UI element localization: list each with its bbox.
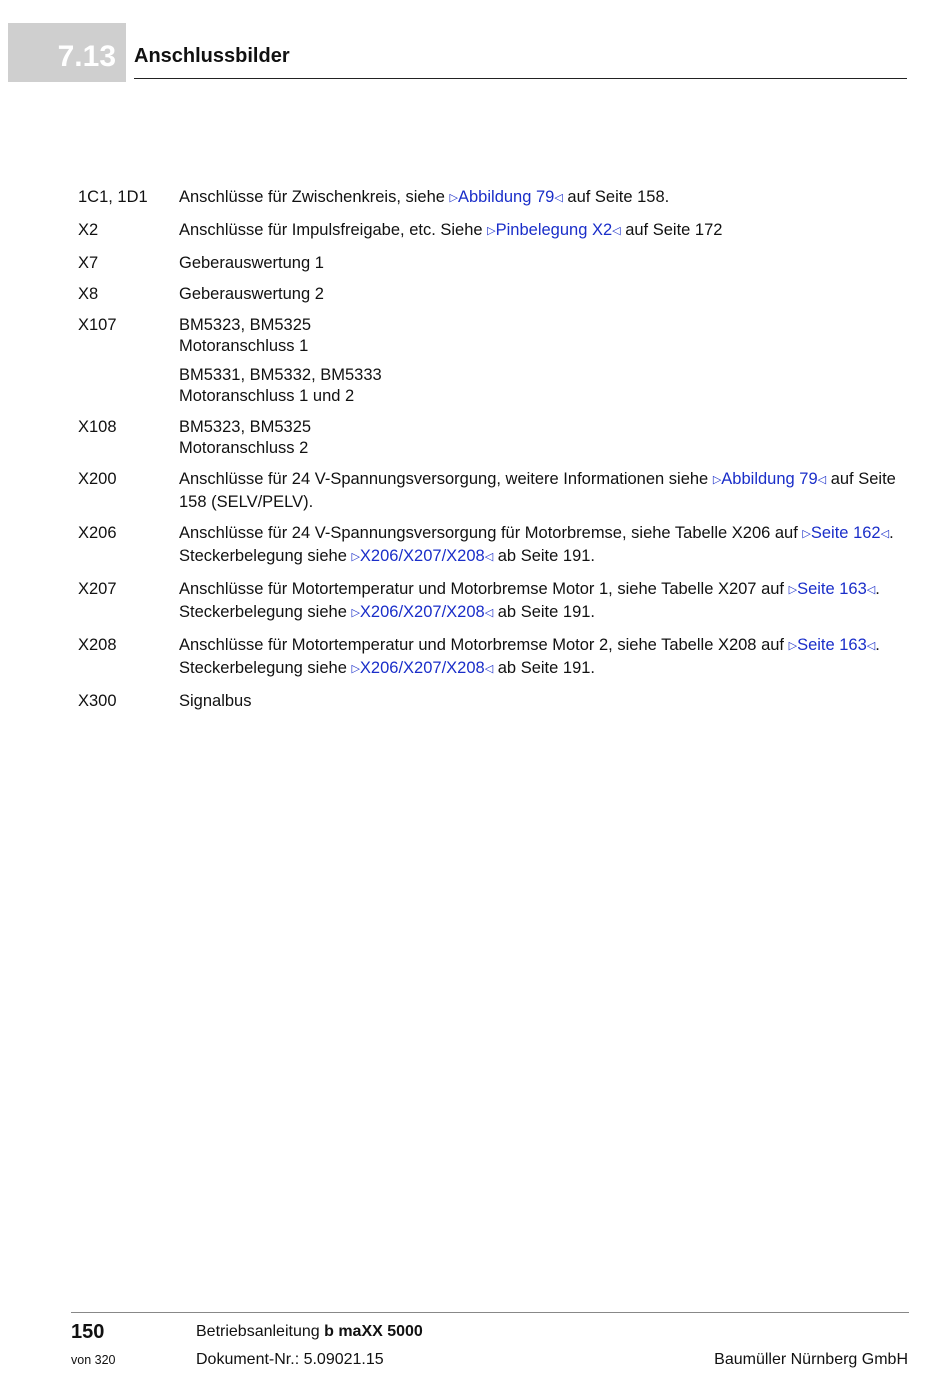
connection-description: [179, 469, 908, 513]
description-text: auf Seite 158.: [562, 188, 670, 206]
link-text: Seite 162: [810, 524, 881, 542]
connection-label: X107: [78, 316, 117, 334]
triangle-right-icon: ▷: [712, 474, 722, 486]
description-text: Anschlüsse für 24 V-Spannungsversorgung für Motorbremse, siehe Tabelle X206 auf: [179, 524, 803, 542]
link-text: X206/X207/X208: [359, 659, 485, 677]
connection-description: [179, 635, 908, 681]
description-text: Anschlüsse für Motortemperatur und Motorbremse Motor 1, siehe Tabelle X207 auf: [179, 580, 789, 598]
connection-entry: [78, 691, 908, 712]
connection-label: X207: [78, 580, 117, 598]
cross-reference-link[interactable]: [713, 470, 826, 488]
connection-entry: [78, 417, 908, 459]
cross-reference-link[interactable]: [351, 603, 493, 621]
triangle-right-icon: ▷: [449, 192, 458, 204]
description-text: Geberauswertung 1: [179, 254, 324, 272]
connection-label: [78, 365, 179, 407]
manual-title: [196, 1323, 423, 1341]
description-text: ab Seite 191.: [493, 659, 595, 677]
description-line: BM5323, BM5325: [179, 418, 312, 436]
connection-entry: [78, 635, 908, 681]
connection-entry: [78, 469, 908, 513]
link-text: Abbildung 79: [721, 470, 818, 488]
connection-description: [179, 220, 908, 243]
description-text: . Steckerbelegung siehe: [179, 580, 880, 621]
triangle-left-icon: ◁: [612, 225, 621, 237]
connection-entry: [78, 315, 908, 357]
cross-reference-link[interactable]: [351, 547, 493, 565]
cross-reference-link[interactable]: [789, 580, 876, 598]
triangle-left-icon: ◁: [484, 663, 494, 675]
connection-label: X8: [78, 285, 99, 303]
description-text: Anschlüsse für 24 V-Spannungsversorgung, weitere Informationen siehe: [179, 470, 713, 488]
description-line: BM5331, BM5332, BM5333: [179, 366, 382, 384]
cross-reference-link[interactable]: [487, 221, 620, 239]
cross-reference-link[interactable]: [450, 188, 563, 206]
connection-entry: [78, 253, 908, 274]
cross-reference-link[interactable]: [789, 636, 876, 654]
connection-description: [179, 691, 908, 712]
connection-description: [179, 523, 908, 569]
connection-entry: [78, 523, 908, 569]
description-text: Anschlüsse für Motortemperatur und Motorbremse Motor 2, siehe Tabelle X208 auf: [179, 636, 789, 654]
connection-label: X206: [78, 524, 117, 542]
cross-reference-link[interactable]: [802, 524, 889, 542]
description-text: Geberauswertung 2: [179, 285, 324, 303]
section-title: Anschlussbilder: [134, 45, 290, 67]
description-text: ab Seite 191.: [493, 547, 595, 565]
manual-title-product: b maXX 5000: [324, 1323, 423, 1340]
company-name: Baumüller Nürnberg GmbH: [714, 1351, 908, 1368]
triangle-left-icon: ◁: [484, 607, 494, 619]
connection-entry: [78, 579, 908, 625]
document-number: Dokument-Nr.: 5.09021.15: [196, 1351, 384, 1368]
triangle-right-icon: ▷: [788, 584, 798, 596]
connection-entry: [78, 187, 908, 210]
triangle-right-icon: ▷: [487, 225, 496, 237]
page-number: 150: [71, 1321, 105, 1343]
cross-reference-link[interactable]: [351, 659, 493, 677]
page-total: von 320: [71, 1353, 116, 1367]
connection-description: [179, 579, 908, 625]
description-text: auf Seite 172: [620, 221, 723, 239]
triangle-right-icon: ▷: [351, 663, 360, 675]
link-text: Abbildung 79: [458, 188, 555, 206]
description-text: Anschlüsse für Zwischenkreis, siehe: [179, 188, 450, 206]
triangle-left-icon: ◁: [484, 551, 494, 563]
connection-entry: [78, 220, 908, 243]
link-text: Seite 163: [797, 580, 867, 598]
connection-label: X2: [78, 221, 99, 239]
description-line: Motoranschluss 1: [179, 337, 309, 355]
connection-label: X300: [78, 692, 117, 710]
description-text: Signalbus: [179, 692, 252, 710]
connection-description: [179, 365, 908, 407]
triangle-left-icon: ◁: [880, 528, 890, 540]
footer-divider: [71, 1312, 909, 1313]
connection-description: [179, 187, 908, 210]
triangle-right-icon: ▷: [351, 551, 360, 563]
description-text: Anschlüsse für Impulsfreigabe, etc. Siehe: [179, 221, 488, 239]
triangle-left-icon: ◁: [866, 640, 876, 652]
connection-description: [179, 253, 908, 274]
description-line: Motoranschluss 2: [179, 439, 309, 457]
triangle-left-icon: ◁: [866, 584, 876, 596]
triangle-right-icon: ▷: [788, 640, 798, 652]
link-text: X206/X207/X208: [359, 547, 485, 565]
connection-label: 1C1, 1D1: [78, 188, 148, 206]
connection-description: [179, 315, 908, 357]
connection-description: [179, 417, 908, 459]
link-text: X206/X207/X208: [359, 603, 485, 621]
chapter-number: 7.13: [57, 40, 116, 73]
connection-label: X208: [78, 636, 117, 654]
connection-label: X108: [78, 418, 117, 436]
description-text: auf Seite 158 (SELV/PELV).: [179, 470, 896, 511]
manual-title-prefix: Betriebsanleitung: [196, 1323, 325, 1340]
connection-entry: [78, 365, 908, 407]
description-text: ab Seite 191.: [493, 603, 595, 621]
connection-label: X200: [78, 470, 117, 488]
description-line: Motoranschluss 1 und 2: [179, 387, 355, 405]
link-text: Seite 163: [797, 636, 867, 654]
connection-description: [179, 284, 908, 305]
connection-entry: [78, 284, 908, 305]
connection-list: [78, 187, 908, 722]
description-text: . Steckerbelegung siehe: [179, 636, 880, 677]
header-divider: [134, 78, 907, 79]
connection-label: X7: [78, 254, 99, 272]
description-text: . Steckerbelegung siehe: [179, 524, 894, 565]
description-line: BM5323, BM5325: [179, 316, 312, 334]
triangle-right-icon: ▷: [351, 607, 360, 619]
triangle-left-icon: ◁: [554, 192, 563, 204]
triangle-left-icon: ◁: [817, 474, 827, 486]
chapter-number-box: [8, 23, 126, 82]
link-text: Pinbelegung X2: [495, 221, 613, 239]
triangle-right-icon: ▷: [802, 528, 811, 540]
